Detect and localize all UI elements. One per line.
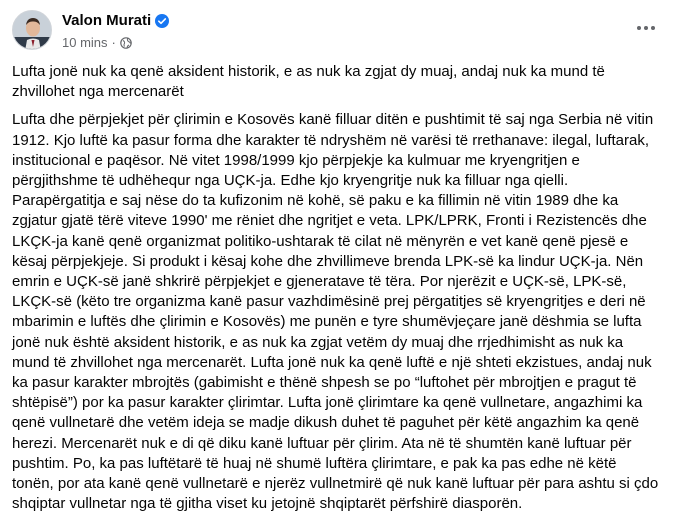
- post-title: Lufta jonë nuk ka qenë aksident historik, e as nuk ka zgjat dy muaj, andaj nuk ka mund të zhvillohet nga mercenarët: [12, 63, 605, 101]
- post-text: Lufta dhe përpjekjet për çlirimin e Kosovës kanë filluar ditën e pushtimit të saj nga Serbia në vitin 1912. Kjo luftë ka pasur forma dhe karakter të ndryshëm në varësi të rrethanave: ilegal, luftarak, institucional e paqësor. Në vitet 1998/1999 kjo përpjekje ka kulmuar me kryengritjen e përgjithshme të udhëhequr nga UÇK-ja. Edhe kjo kryengritje nuk ka filluar nga qielli. Parapërgatitja e saj nëse do ta kufizonim në kohë, së paku e ka fillimin në vitin 1989 dhe ka zgjatur gjatë tërë viteve 1990' me rëniet dhe ngritjet e veta. LPK/LPRK, Fronti i Rezistencës dhe LKÇK-ja kanë qenë organizmat politiko-ushtarak të cilat në mënyrën e vet kanë qenë pjesë e kësaj përpjekjeje. Si produkt i kësaj kohe dhe zhvillimeve brenda LPK-së ka lindur UÇK-ja. Nën emrin e UÇK-së janë shkrirë përpjekjet e gjeneratave të tëra. Por njerëzit e UÇK-së, LPK-së, LKÇK-së (këto tre organizma kanë pasur vazhdimësinë prej përgatitjes së kryengritjes e deri në mbarimin e luftës dhe çlirimin e Kosovës) me punën e tyre shumëvjeçare janë dëshmia se lufta jonë nuk është aksident historik, e as nuk ka zgjat vetëm dy muaj dhe rrjedhimisht as nuk ka mund të zhvillohet nga mercenarët. Lufta jonë nuk ka qenë luftë e një shteti ekzistues, andaj nuk ka pasur karakter mbrojtës (gabimisht e thënë shpesh se po “luftohet për mbrojtjen e pragut të shtëpisë”) por ka pasur karakter çlirimtar. Lufta jonë çlirimtare ka qenë vullnetare, angazhimi ka qenë vullnetarë dhe vetëm ideja se madje dikush duhet të paguhet për këtë angazhim ka qenë herezi. Mercenarët nuk e di që diku kanë luftuar për çlirim. Ata në të shumtën kanë luftuar për pushtim. Po, ka pas luftëtarë të huaj në shumë luftëra çlirimtare, e pak ka pas edhe në këtë tonën, por ata kanë qenë vullnetarë e njerëz vullnetmirë që nuk kanë luftuar për para ashtu si çdo shqiptar vullnetar nga të gjitha viset ku jetojnë shqiptarët përfshirë diasporën.: [12, 111, 659, 513]
- post-meta: [62, 35, 132, 50]
- verified-badge-icon: [155, 14, 169, 28]
- menu-dot: [651, 26, 655, 30]
- author-name[interactable]: Valon Murati: [62, 12, 152, 29]
- author-avatar[interactable]: [12, 10, 52, 50]
- menu-dot: [637, 26, 641, 30]
- meta-separator: ·: [111, 35, 116, 50]
- menu-dot: [644, 26, 648, 30]
- post-body: [12, 62, 662, 514]
- post-header: [12, 10, 662, 54]
- post-timestamp[interactable]: 10 mins: [62, 35, 108, 50]
- more-options-icon[interactable]: [634, 18, 658, 38]
- globe-icon[interactable]: [120, 37, 132, 49]
- author-row: [62, 12, 169, 29]
